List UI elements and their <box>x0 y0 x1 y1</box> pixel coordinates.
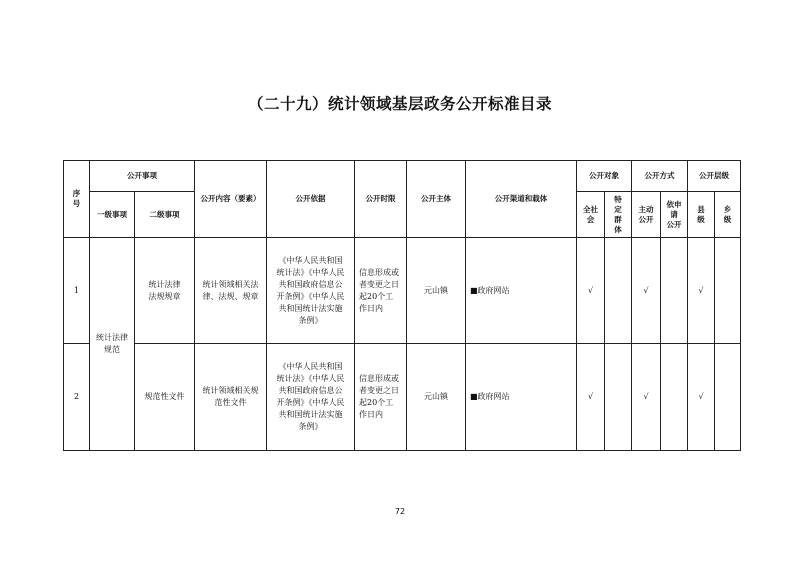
header-method-active: 主动 公开 <box>632 192 661 238</box>
cell-basis: 《中华人民共和国 统计法》《中华人民 共和国政府信息公 开条例》《中华人民 共和国统计法实施 条例》 <box>267 344 355 451</box>
cell-seq: 1 <box>64 238 90 344</box>
cell-level-town <box>715 344 741 451</box>
header-level1: 一级事项 <box>90 192 135 238</box>
header-basis: 公开依据 <box>267 161 355 238</box>
catalog-table <box>63 160 741 451</box>
cell-level2: 规范性文件 <box>135 344 195 451</box>
cell-basis: 《中华人民共和国 统计法》《中华人民 共和国政府信息公 开条例》《中华人民 共和国统计法实施 条例》 <box>267 238 355 344</box>
header-target-all: 全社 会 <box>577 192 605 238</box>
header-target-specific: 特 定 群 体 <box>605 192 632 238</box>
page-number: 72 <box>394 507 406 516</box>
header-time: 公开时限 <box>355 161 407 238</box>
cell-level1: 统计法律 规范 <box>90 238 135 451</box>
cell-method-apply <box>661 344 688 451</box>
cell-time: 信息形成或 者变更之日 起20个工 作日内 <box>355 238 407 344</box>
cell-channel: ■政府网站 <box>466 344 577 451</box>
cell-method-active: √ <box>632 344 661 451</box>
cell-target-all: √ <box>577 344 605 451</box>
header-seq <box>64 161 90 238</box>
header-level-county: 县 级 <box>688 192 715 238</box>
header-channel: 公开渠道和载体 <box>466 161 577 238</box>
cell-method-active: √ <box>632 238 661 344</box>
header-level: 公开层级 <box>688 161 741 192</box>
header-level-town: 乡 级 <box>715 192 741 238</box>
cell-method-apply <box>661 238 688 344</box>
cell-target-specific <box>605 238 632 344</box>
header-subject: 公开主体 <box>407 161 466 238</box>
cell-seq: 2 <box>64 344 90 451</box>
header-method: 公开方式 <box>632 161 688 192</box>
cell-level-county: √ <box>688 238 715 344</box>
header-target: 公开对象 <box>577 161 632 192</box>
cell-level2: 统计法律 法规规章 <box>135 238 195 344</box>
cell-subject: 元山镇 <box>407 344 466 451</box>
table-row <box>64 238 741 344</box>
cell-content: 统计领域相关法 律、法规、规章 <box>195 238 267 344</box>
table-row <box>64 344 741 451</box>
cell-subject: 元山镇 <box>407 238 466 344</box>
cell-time: 信息形成或 者变更之日 起20个工 作日内 <box>355 344 407 451</box>
header-content: 公开内容（要素） <box>195 161 267 238</box>
cell-target-all: √ <box>577 238 605 344</box>
cell-channel: ■政府网站 <box>466 238 577 344</box>
cell-level-town <box>715 238 741 344</box>
cell-level-county: √ <box>688 344 715 451</box>
header-level2: 二级事项 <box>135 192 195 238</box>
cell-target-specific <box>605 344 632 451</box>
header-items: 公开事项 <box>90 161 195 192</box>
cell-content: 统计领域相关规 范性文件 <box>195 344 267 451</box>
page-title: （二十九）统计领域基层政务公开标准目录 <box>247 95 552 113</box>
header-seq-text: 序 号 <box>72 189 81 208</box>
header-method-apply: 依申 请 公开 <box>661 192 688 238</box>
